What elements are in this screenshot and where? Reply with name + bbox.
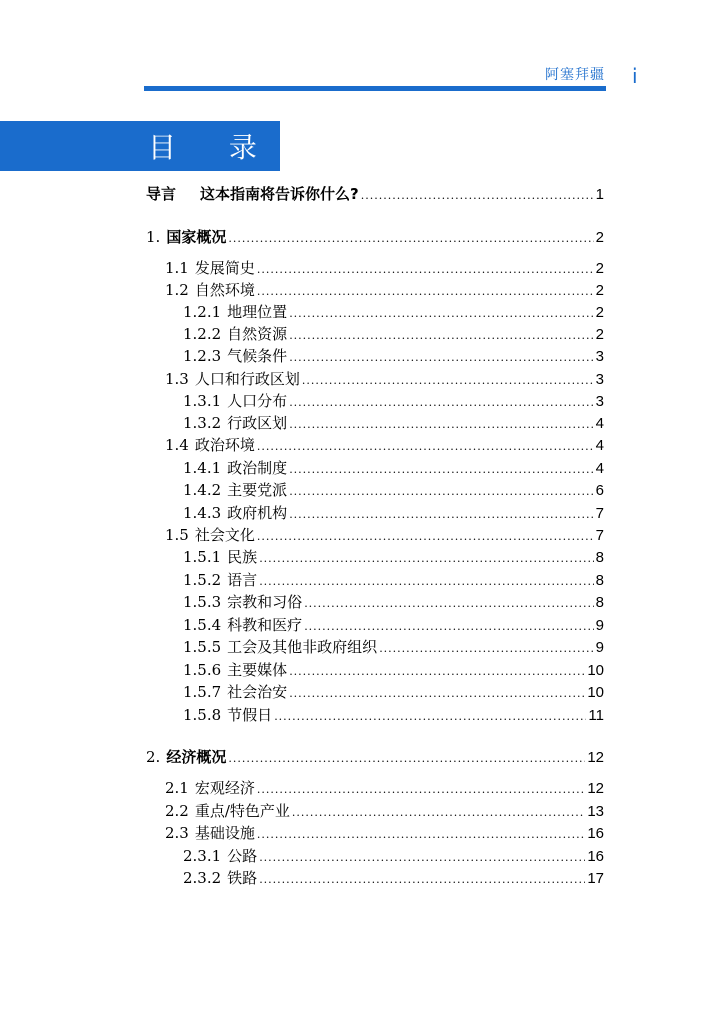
toc-entry-page: 6: [595, 482, 604, 499]
toc-entry-title: 发展简史: [194, 259, 255, 277]
dot-leader: [257, 259, 594, 281]
dot-leader: [259, 571, 593, 593]
dot-leader: [289, 481, 593, 503]
toc-entry-title: 这本指南将告诉你什么?: [200, 185, 359, 203]
toc-entry-number: 2.: [146, 748, 161, 766]
toc-entry-title: 社会治安: [227, 683, 288, 701]
toc-entry-number: 1.4.3: [183, 504, 222, 522]
toc-entry-title: 基础设施: [194, 824, 255, 842]
dot-leader: [257, 824, 585, 846]
toc-entry-title: 语言: [227, 571, 258, 589]
toc-entry-title: 政治制度: [227, 459, 288, 477]
toc-entry-number: 1.: [146, 228, 161, 246]
toc-entry-title: 节假日: [227, 706, 273, 724]
toc-entry-number: 2.2: [165, 802, 189, 820]
toc-entry[interactable]: [183, 345, 604, 367]
toc-entry-number: 1.2.2: [183, 325, 222, 343]
toc-entry-title: 公路: [227, 847, 258, 865]
toc-entry[interactable]: [183, 323, 604, 345]
toc-entry-page: 13: [587, 803, 604, 820]
dot-leader: [257, 779, 585, 801]
toc-entry[interactable]: [146, 226, 604, 248]
toc-entry-number: 1.5.8: [183, 706, 222, 724]
dot-leader: [289, 683, 585, 705]
toc-entry[interactable]: [183, 636, 604, 658]
toc-entry-number: 1.5.3: [183, 593, 222, 611]
toc-entry[interactable]: [165, 368, 604, 390]
toc-entry-page: 16: [587, 848, 604, 865]
dot-leader: [257, 281, 594, 303]
toc-entry-number: 1.5.4: [183, 616, 222, 634]
dot-leader: [274, 706, 586, 728]
toc-entry-page: 3: [595, 393, 604, 410]
toc-entry[interactable]: [183, 569, 604, 591]
toc-entry[interactable]: [183, 390, 604, 412]
toc-entry-number: 1.5.7: [183, 683, 222, 701]
toc-entry-title: 行政区划: [227, 414, 288, 432]
toc-entry-page: 12: [587, 780, 604, 797]
toc-entry-page: 2: [595, 304, 604, 321]
toc-entry[interactable]: [183, 845, 604, 867]
toc-entry[interactable]: [146, 746, 604, 768]
toc-entry-page: 7: [595, 505, 604, 522]
page-number: i: [632, 64, 638, 88]
toc-entry[interactable]: [183, 502, 604, 524]
toc-entry-title: 人口和行政区划: [194, 370, 300, 388]
toc-entry-title: 宏观经济: [194, 779, 255, 797]
dot-leader: [259, 847, 585, 869]
toc-entry[interactable]: [183, 704, 604, 726]
toc-entry-number: 导言: [146, 185, 177, 203]
toc-entry-title: 民族: [227, 548, 258, 566]
dot-leader: [304, 616, 593, 638]
toc-entry[interactable]: [183, 479, 604, 501]
toc-entry[interactable]: [183, 591, 604, 613]
dot-leader: [228, 228, 593, 250]
dot-leader: [289, 325, 593, 347]
toc-entry-page: 3: [595, 348, 604, 365]
toc-entry-page: 8: [595, 572, 604, 589]
dot-leader: [228, 748, 585, 770]
dot-leader: [259, 548, 593, 570]
dot-leader: [257, 436, 594, 458]
toc-entry-title: 主要党派: [227, 481, 288, 499]
toc-entry-number: 2.1: [165, 779, 189, 797]
toc-entry-page: 9: [595, 639, 604, 656]
dot-leader: [289, 661, 585, 683]
toc-entry-number: 1.4.1: [183, 459, 222, 477]
toc-entry-page: 2: [595, 260, 604, 277]
toc-entry-number: 1.5.5: [183, 638, 222, 656]
toc-entry-page: 4: [595, 415, 604, 432]
dot-leader: [289, 347, 593, 369]
dot-leader: [304, 593, 593, 615]
toc-entry-title: 社会文化: [194, 526, 255, 544]
toc-entry[interactable]: [183, 412, 604, 434]
toc-entry-number: 2.3.2: [183, 869, 222, 887]
toc-entry-number: 2.3: [165, 824, 189, 842]
toc-entry-page: 10: [587, 684, 604, 701]
toc-entry-title: 宗教和习俗: [227, 593, 303, 611]
toc-entry-number: 1.3: [165, 370, 189, 388]
toc-entry-page: 9: [595, 617, 604, 634]
toc-entry-title: 国家概况: [166, 228, 227, 246]
toc-entry[interactable]: [183, 301, 604, 323]
toc-entry-number: 2.3.1: [183, 847, 222, 865]
toc-entry[interactable]: [165, 257, 604, 279]
toc-entry-number: 1.3.1: [183, 392, 222, 410]
dot-leader: [361, 185, 594, 207]
toc-entry-title: 经济概况: [166, 748, 227, 766]
toc-entry-page: 8: [595, 594, 604, 611]
toc-entry[interactable]: [183, 614, 604, 636]
toc-entry-number: 1.1: [165, 259, 189, 277]
toc-entry[interactable]: [146, 183, 604, 205]
toc-entry[interactable]: [165, 279, 604, 301]
toc-entry-page: 12: [587, 749, 604, 766]
dot-leader: [289, 303, 593, 325]
toc-entry[interactable]: [165, 800, 604, 822]
dot-leader: [259, 869, 585, 891]
dot-leader: [302, 370, 594, 392]
toc-entry-title: 自然环境: [194, 281, 255, 299]
dot-leader: [292, 802, 585, 824]
toc-entry[interactable]: [183, 659, 604, 681]
toc-entry-page: 1: [595, 186, 604, 203]
toc-entry-number: 1.3.2: [183, 414, 222, 432]
toc-entry-title: 工会及其他非政府组织: [227, 638, 378, 656]
toc-entry-number: 1.4.2: [183, 481, 222, 499]
toc-entry-title: 自然资源: [227, 325, 288, 343]
toc-entry-title: 政治环境: [194, 436, 255, 454]
dot-leader: [289, 414, 593, 436]
dot-leader: [289, 392, 593, 414]
toc-entry-title: 铁路: [227, 869, 258, 887]
toc-entry[interactable]: [183, 867, 604, 889]
toc-entry[interactable]: [165, 434, 604, 456]
toc-entry-number: 1.2.1: [183, 303, 222, 321]
toc-entry[interactable]: [165, 524, 604, 546]
toc-entry-page: 8: [595, 549, 604, 566]
dot-leader: [379, 638, 593, 660]
toc-entry-page: 3: [595, 371, 604, 388]
running-header-title: 阿塞拜疆: [545, 67, 605, 83]
toc-entry[interactable]: [165, 777, 604, 799]
toc-entry-page: 17: [587, 870, 604, 887]
toc-entry-number: 1.4: [165, 436, 189, 454]
toc-entry-number: 1.5.1: [183, 548, 222, 566]
toc-entry-page: 2: [595, 229, 604, 246]
toc-heading: 目 录: [148, 131, 279, 164]
dot-leader: [257, 526, 594, 548]
toc-entry-title: 人口分布: [227, 392, 288, 410]
toc-entry[interactable]: [183, 546, 604, 568]
toc-entry-number: 1.2.3: [183, 347, 222, 365]
toc-entry-number: 1.2: [165, 281, 189, 299]
toc-entry-page: 2: [595, 282, 604, 299]
toc-entry-title: 主要媒体: [227, 661, 288, 679]
toc-entry-title: 气候条件: [227, 347, 288, 365]
toc-entry-title: 科教和医疗: [227, 616, 303, 634]
toc-entry-title: 政府机构: [227, 504, 288, 522]
toc-entry-title: 地理位置: [227, 303, 288, 321]
toc-entry-number: 1.5.2: [183, 571, 222, 589]
toc-entry-page: 16: [587, 825, 604, 842]
toc-entry-page: 11: [588, 707, 604, 724]
toc-entry-page: 2: [595, 326, 604, 343]
toc-entry-page: 4: [595, 460, 604, 477]
toc-entry[interactable]: [165, 822, 604, 844]
dot-leader: [289, 504, 593, 526]
toc-entry-title: 重点/特色产业: [194, 802, 290, 820]
toc-entry-number: 1.5: [165, 526, 189, 544]
toc-entry-page: 4: [595, 437, 604, 454]
toc-entry[interactable]: [183, 457, 604, 479]
toc-entry-number: 1.5.6: [183, 661, 222, 679]
toc-entry-page: 7: [595, 527, 604, 544]
dot-leader: [289, 459, 593, 481]
toc-entry-page: 10: [587, 662, 604, 679]
toc-entry[interactable]: [183, 681, 604, 703]
